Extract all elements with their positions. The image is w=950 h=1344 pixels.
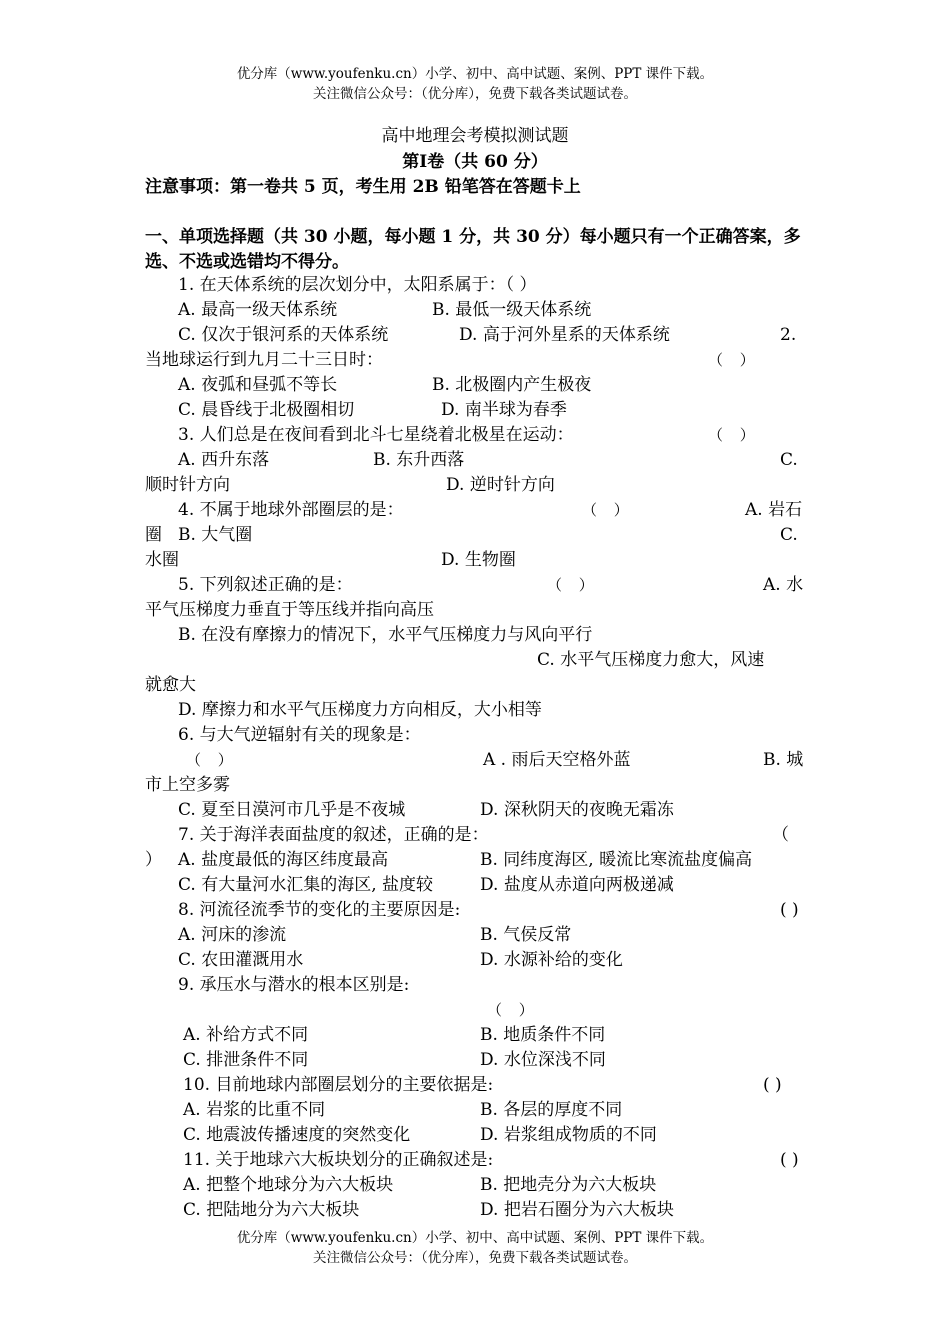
q6-option-b-head: B. 城 [763,750,804,770]
q10-option-d: D. 岩浆组成物质的不同 [480,1125,657,1145]
q5-option-c-tail: 就愈大 [145,675,196,695]
q4-option-a: A. 岩石 [745,500,803,520]
q6-option-a: A . 雨后天空格外蓝 [483,750,631,770]
q11-stem: 11. 关于地球六大板块划分的正确叙述是: [183,1150,494,1170]
header-line-2: 关注微信公众号：（优分库），免费下载各类试题试卷。 [313,86,637,102]
page-header [0,64,950,104]
q5-option-a-head: A. 水 [763,575,804,595]
page-footer [0,1228,950,1268]
q11-option-b: B. 把地壳分为六大板块 [480,1175,657,1195]
q6-option-b-tail: 市上空多雾 [145,775,230,795]
q7-paren-close: ） [145,850,162,870]
q11-option-d: D. 把岩石圈分为六大板块 [480,1200,674,1220]
section-heading: 一、单项选择题（共 30 小题，每小题 1 分，共 30 分）每小题只有一个正确答案，多选、不选或选错均不得分。 [145,227,801,272]
q5-stem: 5. 下列叙述正确的是： [178,575,353,595]
q6-answer-paren: （ ） [186,751,239,769]
q9-option-b: B. 地质条件不同 [480,1025,606,1045]
q9-option-d: D. 水位深浅不同 [480,1050,606,1070]
q2-answer-paren: （ ） [708,351,761,369]
q7-option-c: C. 有大量河水汇集的海区, 盐度较 [178,875,434,895]
q5-option-a-tail: 平气压梯度力垂直于等压线并指向高压 [145,600,434,620]
q1-stem: 1. 在天体系统的层次划分中，太阳系属于：（ ） [178,275,537,295]
q3-answer-paren: （ ） [708,426,761,444]
q2-option-c: C. 晨昏线于北极圈相切 [178,400,355,420]
q5-option-d: D. 摩擦力和水平气压梯度力方向相反，大小相等 [178,700,542,720]
q3-option-b: B. 东升西落 [373,450,465,470]
q3-option-c-head: C. [780,450,798,470]
q6-option-d: D. 深秋阴天的夜晚无霜冻 [480,800,674,820]
q5-answer-paren: （ ） [547,576,600,594]
q8-option-d: D. 水源补给的变化 [480,950,623,970]
q1-option-a: A. 最高一级天体系统 [178,300,338,320]
q9-option-c: C. 排泄条件不同 [183,1050,309,1070]
q3-option-a: A. 西升东落 [178,450,270,470]
q9-stem: 9. 承压水与潜水的根本区别是: [178,975,410,995]
header-line-1: 优分库（www.youfenku.cn）小学、初中、高中试题、案例、PPT 课件下载。 [236,66,714,82]
q1-option-c: C. 仅次于银河系的天体系统 [178,325,389,345]
q4-option-c-tail: 水圈 [145,550,179,570]
q6-option-c: C. 夏至日漠河市几乎是不夜城 [178,800,406,820]
q7-option-b: B. 同纬度海区, 暖流比寒流盐度偏高 [480,850,753,870]
q10-option-b: B. 各层的厚度不同 [480,1100,623,1120]
q2-number: 2. [780,325,797,345]
notice: 注意事项：第一卷共 5 页，考生用 2B 铅笔答在答题卡上 [145,177,581,197]
q10-stem: 10. 目前地球内部圈层划分的主要依据是: [183,1075,494,1095]
q2-option-d: D. 南半球为春季 [441,400,567,420]
q2-option-a: A. 夜弧和昼弧不等长 [178,375,338,395]
exam-title: 高中地理会考模拟测试题 [381,126,569,146]
q5-option-b: B. 在没有摩擦力的情况下，水平气压梯度力与风向平行 [178,625,593,645]
q3-stem: 3. 人们总是在夜间看到北斗七星绕着北极星在运动： [178,425,574,445]
q3-option-d: D. 逆时针方向 [446,475,555,495]
q10-option-c: C. 地震波传播速度的突然变化 [183,1125,411,1145]
q7-option-d: D. 盐度从赤道向两极递减 [480,875,674,895]
q8-option-c: C. 农田灌溉用水 [178,950,304,970]
paper-subtitle: 第Ⅰ卷（共 60 分） [402,152,548,172]
q2-option-b: B. 北极圈内产生极夜 [432,375,592,395]
q4-option-a-tail: 圈 [145,525,162,545]
q9-answer-paren: （ ） [487,1001,540,1019]
q4-option-c-head: C. [780,525,798,545]
q4-stem: 4. 不属于地球外部圈层的是： [178,500,404,520]
q6-stem: 6. 与大气逆辐射有关的现象是： [178,725,421,745]
q8-option-b: B. 气侯反常 [480,925,572,945]
q11-option-a: A. 把整个地球分为六大板块 [183,1175,394,1195]
q4-option-d: D. 生物圈 [441,550,516,570]
q11-option-c: C. 把陆地分为六大板块 [183,1200,360,1220]
q7-stem: 7. 关于海洋表面盐度的叙述，正确的是： [178,825,489,845]
q10-answer-paren: ( ) [763,1075,782,1095]
q10-option-a: A. 岩浆的比重不同 [183,1100,326,1120]
q2-stem: 当地球运行到九月二十三日时： [145,350,383,370]
footer-line-2: 关注微信公众号：（优分库），免费下载各类试题试卷。 [313,1250,637,1266]
q3-option-c-tail: 顺时针方向 [145,475,230,495]
q7-option-a: A. 盐度最低的海区纬度最高 [178,850,389,870]
q9-option-a: A. 补给方式不同 [183,1025,309,1045]
q1-option-b: B. 最低一级天体系统 [432,300,592,320]
q8-answer-paren: ( ) [780,900,799,920]
q11-answer-paren: ( ) [780,1150,799,1170]
q5-option-c-head: C. 水平气压梯度力愈大，风速 [537,650,765,670]
q4-option-b: B. 大气圈 [178,525,253,545]
q8-stem: 8. 河流径流季节的变化的主要原因是: [178,900,461,920]
q1-option-d: D. 高于河外星系的天体系统 [459,325,670,345]
q7-paren-open: （ [772,825,789,845]
footer-line-1: 优分库（www.youfenku.cn）小学、初中、高中试题、案例、PPT 课件下载。 [236,1230,714,1246]
q4-answer-paren: （ ） [582,501,635,519]
q8-option-a: A. 河床的渗流 [178,925,287,945]
